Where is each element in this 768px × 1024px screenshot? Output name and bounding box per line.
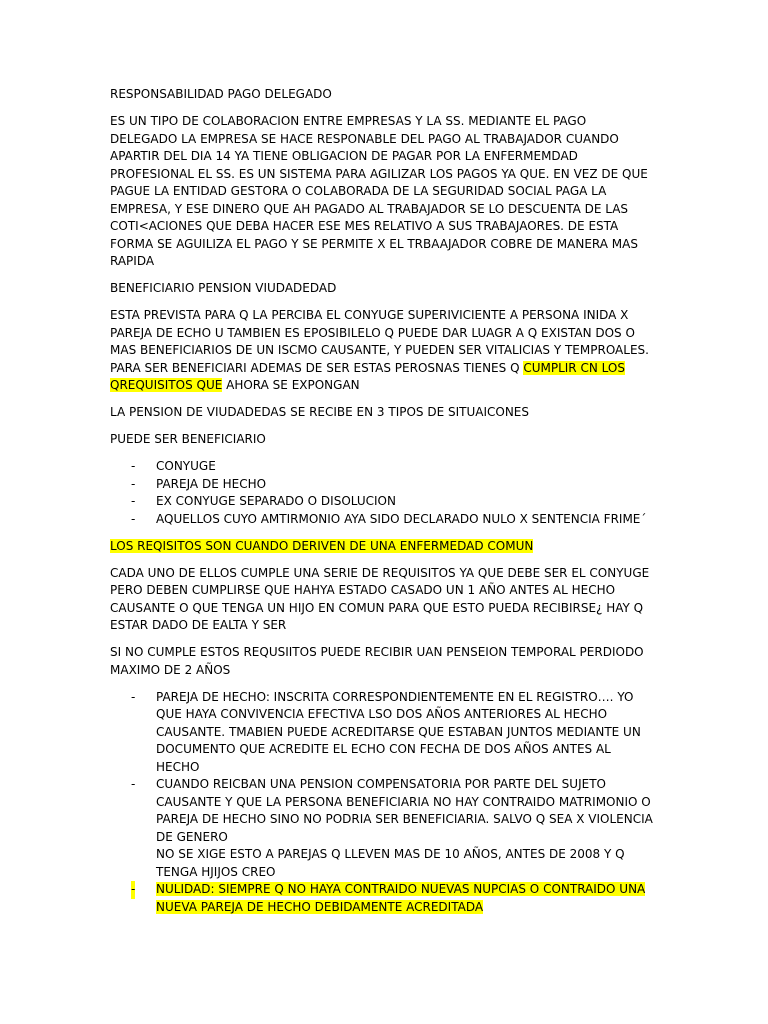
list-item-text: PAREJA DE HECHO <box>156 476 267 491</box>
highlighted-text: CUMPLIR CN LOS QREQUISITOS QUE <box>110 360 625 392</box>
dash-bullet: - <box>131 777 136 791</box>
paragraph-text: ESTA PREVISTA PARA Q LA PERCIBA EL CONYUGE SUPERIVICIENTE A PERSONA INIDA X PAREJA DE ECHO U TAMBIEN ES EPOSIBILELO Q PUEDE DAR LUAGR A Q EXISTAN DOS O MAS BENEFICIARIOS DE UN ISCMO CAUSANTE, Y PUEDEN SER VITALICIAS Y TEMPROALES. PARA SER BENEFICIARI ADEMAS DE SER ESTAS PEROSNAS TIENES Q <box>110 308 649 375</box>
list-item-note: NO SE XIGE ESTO A PAREJAS Q LLEVEN MAS DE 10 AÑOS, ANTES DE 2008 Y Q TENGA HJIJOS CREO <box>156 847 625 879</box>
heading-pago-delegado: RESPONSABILIDAD PAGO DELEGADO <box>110 87 332 101</box>
paragraph-pago-delegado: ES UN TIPO DE COLABORACION ENTRE EMPRESAS Y LA SS. MEDIANTE EL PAGO DELEGADO LA EMPRESA SE HACE RESPONABLE DEL PAGO AL TRABAJADOR CUANDO APARTIR DEL DIA 14 YA TIENE OBLIGACION DE PAGAR POR LA ENFERMEMDAD PROFESIONAL EL SS. ES UN SISTEMA PARA AGILIZAR LOS PAGOS YA QUE. EN VEZ DE QUE PAGUE LA ENTIDAD GESTORA O COLABORADA DE LA SEGURIDAD SOCIAL PAGA LA EMPRESA, Y ESE DINERO QUE AH PAGADO AL TRABAJADOR SE LO DESCUENTA DE LAS COTI<ACIONES QUE DEBA HACER ESE MES RELATIVO A SUS TRABAJAORES. DE ESTA FORMA SE AGUILIZA EL PAGO Y SE PERMITE X EL TRBAAJADOR COBRE DE MANERA MAS RAPIDA <box>110 114 648 268</box>
highlighted-text: NULIDAD: SIEMPRE Q NO HAYA CONTRAIDO NUEVAS NUPCIAS O CONTRAIDO UNA NUEVA PAREJA DE HECHO DEBIDAMENTE ACREDITADA <box>156 882 646 914</box>
dash-bullet: - <box>131 494 136 508</box>
paragraph-pension-temporal: SI NO CUMPLE ESTOS REQUSIITOS PUEDE RECIBIR UAN PENSEION TEMPORAL PERDIODO MAXIMO DE 2 AÑOS <box>110 645 644 677</box>
document-body <box>110 86 655 926</box>
dash-bullet: - <box>131 476 136 491</box>
list-item <box>110 493 655 511</box>
paragraph-puede-ser: PUEDE SER BENEFICIARIO <box>110 432 266 446</box>
list-item-text: EX CONYUGE SEPARADO O DISOLUCION <box>156 494 396 508</box>
list-item <box>110 776 655 881</box>
paragraph-pension-viudedad <box>110 307 655 395</box>
dash-bullet: - <box>131 511 136 526</box>
list-item <box>110 511 655 529</box>
list-item <box>110 458 655 476</box>
list-item-text: AQUELLOS CUYO AMTIRMONIO AYA SIDO DECLARADO NULO X SENTENCIA FRIME´ <box>156 511 647 526</box>
list-item-text: PAREJA DE HECHO: INSCRITA CORRESPONDIENTEMENTE EN EL REGISTRO…. YO QUE HAYA CONVIVENCIA EFECTIVA LSO DOS AÑOS ANTERIORES AL HECHO CAUSANTE. TMABIEN PUEDE ACREDITARSE QUE ESTABAN JUNTOS MEDIANTE UN DOCUMENTO QUE ACREDITE EL ECHO CON FECHA DE DOS AÑOS ANTES AL HECHO <box>156 689 641 774</box>
paragraph-tail: AHORA SE EXPONGAN <box>222 378 360 392</box>
list-item-text: CONYUGE <box>156 459 216 473</box>
heading-pension-viudedad: BENEFICIARIO PENSION VIUDADEDAD <box>110 281 337 295</box>
dash-bullet: - <box>131 881 135 899</box>
requirements-list <box>110 689 655 917</box>
highlighted-text: LOS REQISITOS SON CUANDO DERIVEN DE UNA ENFERMEDAD COMUN <box>110 538 534 553</box>
list-item <box>110 689 655 777</box>
dash-bullet: - <box>131 689 136 704</box>
list-item <box>110 476 655 494</box>
beneficiary-list <box>110 458 655 528</box>
list-item-text: CUANDO REICBAN UNA PENSION COMPENSATORIA POR PARTE DEL SUJETO CAUSANTE Y QUE LA PERSONA BENEFICIARIA NO HAY CONTRAIDO MATRIMONIO O PAREJA DE HECHO SINO NO PODRIA SER BENEFICIARIA. SALVO Q SEA X VIOLENCIA DE GENERO <box>156 777 653 844</box>
paragraph-situaciones: LA PENSION DE VIUDADEDAS SE RECIBE EN 3 TIPOS DE SITUAICONES <box>110 405 530 419</box>
highlighted-paragraph-requisitos <box>110 538 655 556</box>
list-item-highlighted <box>110 881 655 916</box>
paragraph-requisitos-detalle: CADA UNO DE ELLOS CUMPLE UNA SERIE DE REQUISITOS YA QUE DEBE SER EL CONYUGE PERO DEBEN CUMPLIRSE QUE HAHYA ESTADO CASADO UN 1 AÑO ANTES AL HECHO CAUSANTE O QUE TENGA UN HIJO EN COMUN PARA QUE ESTO PUEDA RECIBIRSE¿ HAY Q ESTAR DADO DE EALTA Y SER <box>110 565 650 632</box>
dash-bullet: - <box>131 459 136 473</box>
